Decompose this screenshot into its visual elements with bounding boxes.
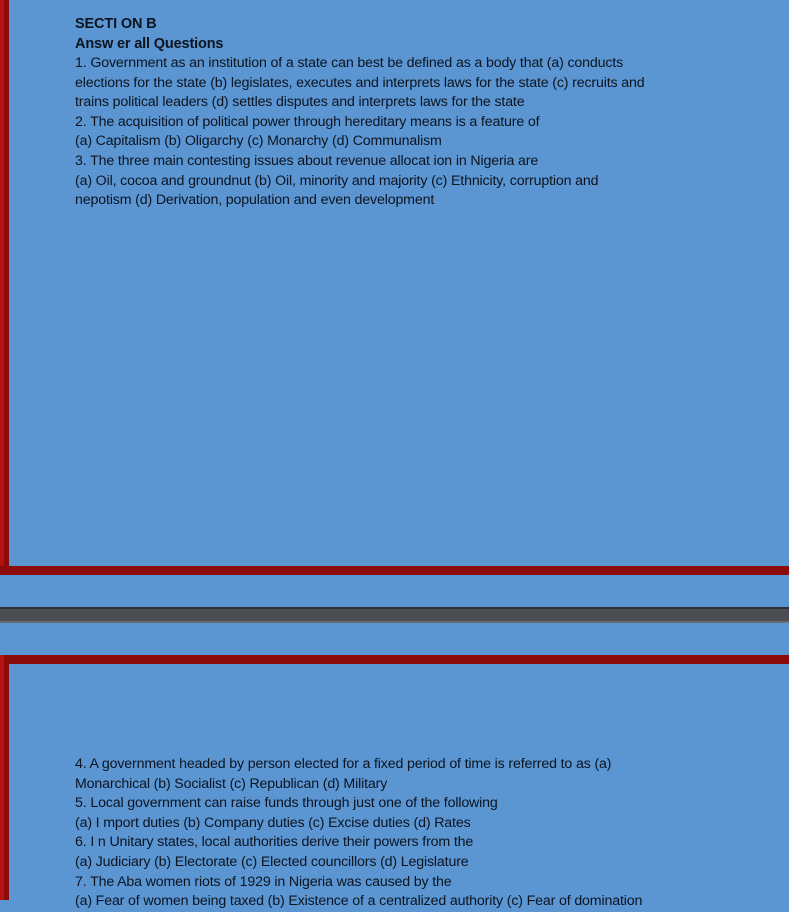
question-text-line: elections for the state (b) legislates, executes and interprets laws for the state (c) recruits and — [75, 74, 645, 91]
question-text-line: (a) Capitalism (b) Oligarchy (c) Monarchy (d) Communalism — [75, 133, 442, 150]
page-separator — [0, 607, 789, 623]
question-text-line: 1. Government as an institution of a state can best be defined as a body that (a) conducts — [75, 55, 624, 71]
section-title: SECTI ON B — [75, 16, 157, 32]
question-text-line: (a) Fear of women being taxed (b) Existence of a centralized authority (c) Fear of domination — [75, 893, 643, 910]
page-2-content — [75, 755, 755, 912]
question-text-line: 6. I n Unitary states, local authorities derive their powers from the — [75, 834, 474, 851]
page-1-content — [75, 14, 755, 211]
question-text-line: 3. The three main contesting issues about revenue allocat ion in Nigeria are — [75, 152, 539, 169]
question-text-line: 2. The acquisition of political power through hereditary means is a feature of — [75, 113, 540, 130]
question-text-line: Monarchical (b) Socialist (c) Republican (d) Military — [75, 775, 388, 792]
question-text-line: 5. Local government can raise funds through just one of the following — [75, 795, 498, 812]
question-text-line: 7. The Aba women riots of 1929 in Nigeria was caused by the — [75, 873, 452, 890]
question-text-line: (a) I mport duties (b) Company duties (c) Excise duties (d) Rates — [75, 814, 471, 831]
question-text-line: (a) Oil, cocoa and groundnut (b) Oil, minority and majority (c) Ethnicity, corruption and — [75, 172, 599, 189]
question-text-line: (a) Judiciary (b) Electorate (c) Elected councillors (d) Legislature — [75, 853, 469, 870]
document-page-2 — [0, 655, 789, 910]
question-text-line: nepotism (d) Derivation, population and even development — [75, 192, 435, 209]
question-text-line: trains political leaders (d) settles disputes and interprets laws for the state — [75, 94, 525, 111]
question-text-line: 4. A government headed by person elected for a fixed period of time is referred to as (a) — [75, 756, 612, 772]
section-instruction: Answ er all Questions — [75, 36, 224, 52]
